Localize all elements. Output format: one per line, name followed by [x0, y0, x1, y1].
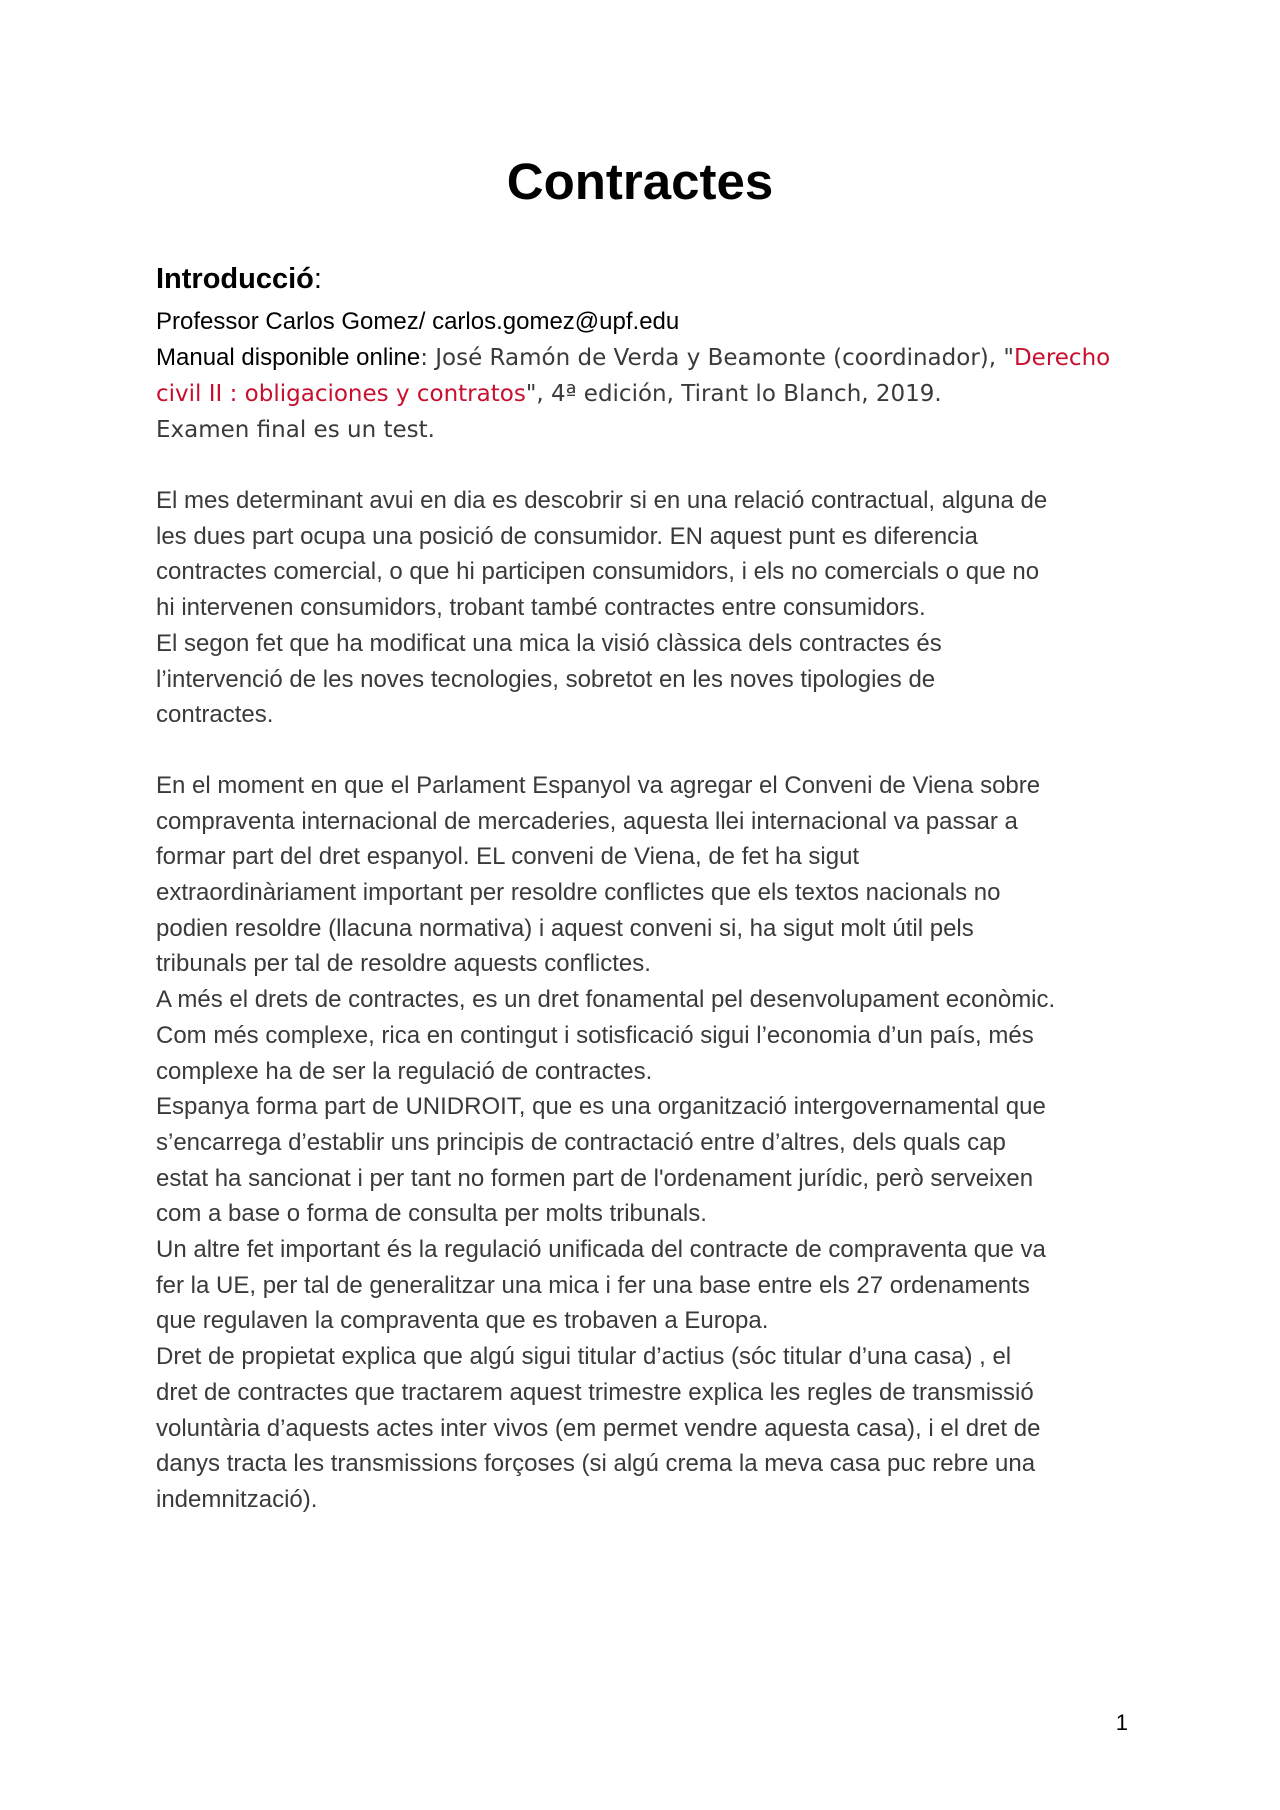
- paragraph-line: compraventa internacional de mercaderies, aquesta llei internacional va passar a: [156, 807, 1018, 835]
- paragraph-line: estat ha sancionat i per tant no formen part de l'ordenament jurídic, però serveixen: [156, 1164, 1034, 1192]
- manual-line-1: [156, 340, 1136, 376]
- manual-line-2: [156, 376, 1136, 412]
- section-heading-text: Introducció: [156, 263, 314, 295]
- paragraph-line: tribunals per tal de resoldre aquests conflictes.: [156, 950, 651, 978]
- paragraph-line: com a base o forma de consulta per molts tribunals.: [156, 1200, 707, 1228]
- manual-link-part2[interactable]: civil II : obligaciones y contratos: [156, 381, 526, 407]
- paragraph-line: fer la UE, per tal de generalitzar una mica i fer una base entre els 27 ordenaments: [156, 1271, 1030, 1299]
- manual-author: : José Ramón de Verda y Beamonte (coordinador), ": [420, 345, 1014, 371]
- paragraph-line: que regulaven la compraventa que es trobaven a Europa.: [156, 1307, 769, 1335]
- paragraph-line: El mes determinant avui en dia es descobrir si en una relació contractual, alguna de: [156, 487, 1048, 514]
- paragraph-line: l’intervenció de les noves tecnologies, sobretot en les noves tipologies de: [156, 665, 936, 693]
- paragraph-line: Espanya forma part de UNIDROIT, que es una organització intergovernamental que: [156, 1093, 1046, 1121]
- paragraph-line: A més el drets de contractes, es un dret fonamental pel desenvolupament econòmic.: [156, 986, 1056, 1014]
- paragraph-line: formar part del dret espanyol. EL conveni de Viena, de fet ha sigut: [156, 843, 860, 871]
- paragraph-line: indemnització).: [156, 1485, 318, 1513]
- manual-link-part1[interactable]: Derecho: [1013, 345, 1111, 371]
- paragraph-line: s’encarrega d’establir uns principis de contractació entre d’altres, dels quals cap: [156, 1128, 1006, 1156]
- exam-line: Examen final es un test.: [156, 417, 435, 443]
- manual-label: Manual disponible online: [156, 344, 421, 371]
- paragraph-line: complexe ha de ser la regulació de contractes.: [156, 1057, 653, 1085]
- paragraph-line: dret de contractes que tractarem aquest trimestre explica les regles de transmissió: [156, 1378, 1034, 1406]
- paragraph-line: hi intervenen consumidors, trobant també contractes entre consumidors.: [156, 594, 926, 622]
- manual-edition: ", 4ª edición, Tirant lo Blanch, 2019.: [525, 381, 942, 407]
- paragraph-line: Com més complexe, rica en contingut i sotisficació sigui l’economia d’un país, més: [156, 1021, 1034, 1049]
- paragraph-line: les dues part ocupa una posició de consumidor. EN aquest punt es diferencia: [156, 522, 978, 550]
- page-number: 1: [1115, 1710, 1128, 1735]
- paragraph-line: podien resoldre (llacuna normativa) i aquest conveni si, ha sigut molt útil pels: [156, 914, 974, 942]
- document-body: [156, 258, 1136, 1518]
- paragraph-line: voluntària d’aquests actes inter vivos (em permet vendre aquesta casa), i el dret de: [156, 1414, 1041, 1442]
- section-heading-colon: :: [313, 263, 322, 295]
- page-title: Contractes: [506, 153, 774, 210]
- paragraph-line: Un altre fet important és la regulació unificada del contracte de compraventa que va: [156, 1236, 1046, 1264]
- paragraph-line: El segon fet que ha modificat una mica la visió clàssica dels contractes és: [156, 629, 942, 657]
- paragraph-2: [156, 768, 1136, 1518]
- section-heading: [156, 258, 1136, 300]
- professor-line: Professor Carlos Gomez/ carlos.gomez@upf.edu: [156, 308, 680, 335]
- paragraph-line: contractes.: [156, 701, 274, 729]
- paragraph-line: danys tracta les transmissions forçoses (si algú crema la meva casa puc rebre una: [156, 1450, 1036, 1478]
- spacer: [156, 448, 1136, 483]
- paragraph-line: En el moment en que el Parlament Espanyol va agregar el Conveni de Viena sobre: [156, 771, 1041, 799]
- paragraph-1: [156, 483, 1136, 733]
- paragraph-line: Dret de propietat explica que algú sigui titular d’actius (sóc titular d’una casa) , el: [156, 1343, 1012, 1371]
- paragraph-line: extraordinàriament important per resoldre conflictes que els textos nacionals no: [156, 879, 1001, 907]
- spacer: [156, 733, 1136, 768]
- paragraph-line: contractes comercial, o que hi participen consumidors, i els no comercials o que no: [156, 558, 1040, 586]
